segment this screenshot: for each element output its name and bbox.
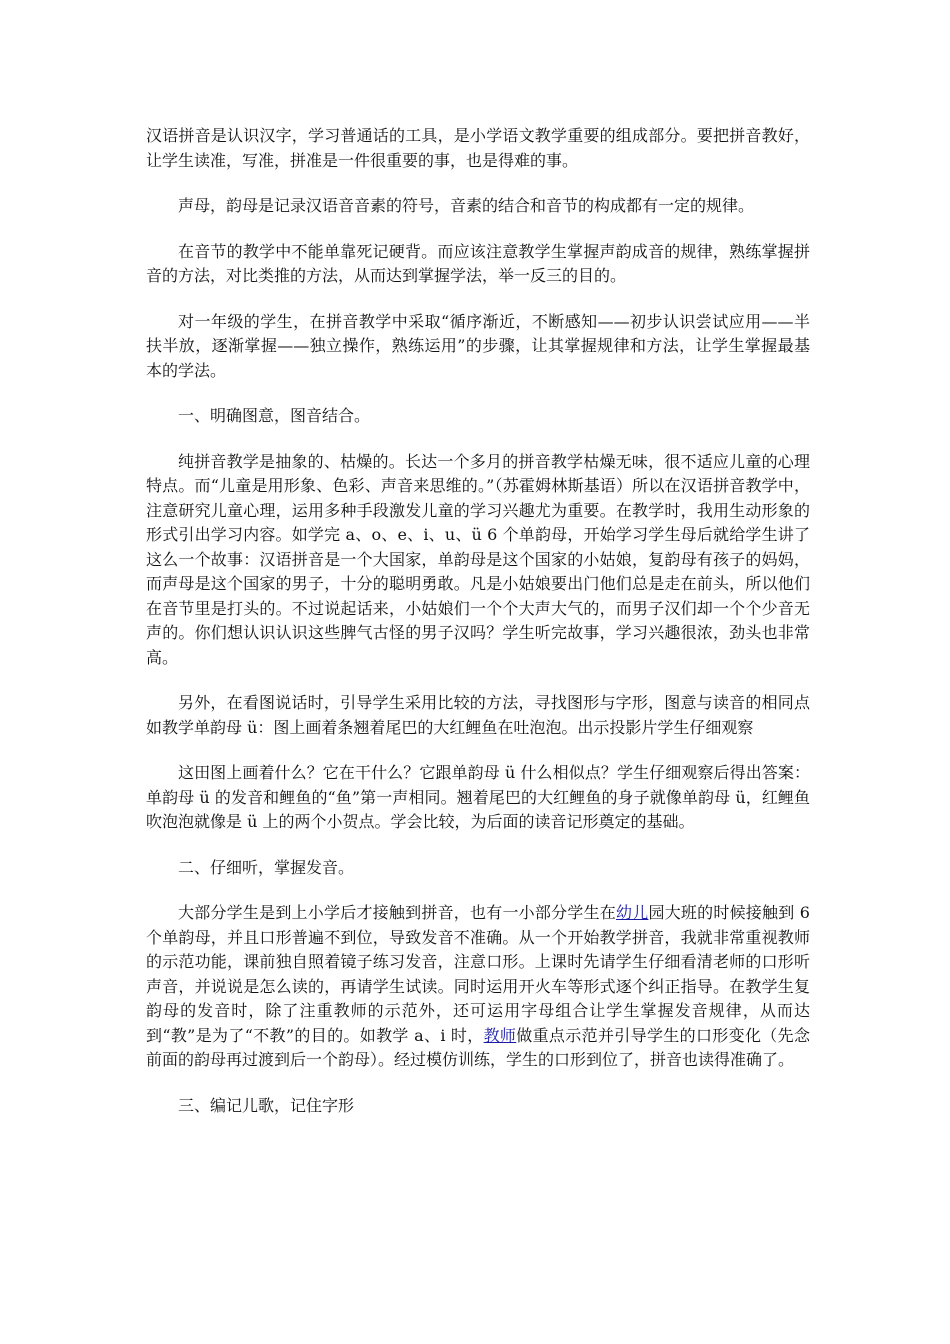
paragraph-comparison: 另外，在看图说话时，引导学生采用比较的方法，寻找图形与字形，图意与读音的相同点如教学单韵母 ü：图上画着条翘着尾巴的大红鲤鱼在吐泡泡。出示投影片学生仔细观察 bbox=[146, 693, 810, 737]
pronunciation-text-2: 园大班的时候接触到 6 个单韵母，并且口形普遍不到位，导致发音不准确。从一个开始教学拼音，我就非常重视教师的示范功能，课前独自照着镜子练习发音，注意口形。上课时先请学生仔细看清老师的口形听声音，并说说是怎么读的，再请学生试读。同时运用开火车等形式逐个纠正指导。在教学生复韵母的发音时，除了注重教师的示范外，还可运用字母组合让学生掌握发音规律，从而达到“教”是为了“不教”的目的。如教学 a、i 时， bbox=[146, 903, 810, 1045]
kindergarten-link[interactable]: 幼儿 bbox=[616, 903, 649, 922]
paragraph-first-grade: 对一年级的学生，在拼音教学中采取“循序渐近，不断感知——初步认识尝试应用——半扶半放，逐渐掌握——独立操作，熟练运用”的步骤，让其掌握规律和方法，让学生掌握最基本的学法。 bbox=[146, 311, 810, 380]
paragraph-intro: 汉语拼音是认识汉字，学习普通话的工具，是小学语文教学重要的组成部分。要把拼音教好，让学生读准，写准，拼准是一件很重要的事，也是得难的事。 bbox=[146, 126, 810, 170]
paragraph-shengmu-yunmu: 声母，韵母是记录汉语音音素的符号，音素的结合和音节的构成都有一定的规律。 bbox=[178, 196, 755, 215]
teacher-link[interactable]: 教师 bbox=[483, 1025, 517, 1045]
section-heading-2: 二、仔细听，掌握发音。 bbox=[178, 857, 355, 877]
document-body bbox=[146, 124, 810, 1139]
section-heading-3: 三、编记儿歌，记住字形 bbox=[178, 1095, 355, 1115]
pronunciation-text-3: 做重点示范并引导学生的口形变化（先念前面的韵母再过渡到后一个韵母）。经过模仿训练，学生的口形到位了，拼音也读得准确了。 bbox=[146, 1025, 810, 1069]
paragraph-carp-picture: 这田图上画着什么？它在干什么？它跟单韵母 ü 什么相似点？学生仔细观察后得出答案：单韵母 ü 的发音和鲤鱼的“鱼”第一声相同。翘着尾巴的大红鲤鱼的身子就像单韵母 ü，红鲤鱼吹泡泡就像是 ü 上的两个小贺点。学会比较，为后面的读音记形奠定的基础。 bbox=[146, 763, 810, 831]
pronunciation-text-1: 大部分学生是到上小学后才接触到拼音，也有一小部分学生在 bbox=[178, 903, 617, 922]
section-heading-1: 一、明确图意，图音结合。 bbox=[178, 406, 371, 425]
paragraph-syllable-teaching: 在音节的教学中不能单靠死记硬背。而应该注意教学生掌握声韵成音的规律，熟练掌握拼音的方法，对比类推的方法，从而达到掌握学法，举一反三的目的。 bbox=[146, 241, 810, 285]
paragraph-story: 纯拼音教学是抽象的、枯燥的。长达一个多月的拼音教学枯燥无味，很不适应儿童的心理特点。而“儿童是用形象、色彩、声音来思维的。”（苏霍姆林斯基语）所以在汉语拼音教学中，注意研究儿童心理，运用多种手段激发儿童的学习兴趣尤为重要。在教学时，我用生动形象的形式引出学习内容。如学完 a、o、e、i、u、ü 6 个单韵母，开始学习学生母后就给学生讲了这么一个故事：汉语拼音是一个大国家，单韵母是这个国家的小姑娘，复韵母有孩子的妈妈，而声母是这个国家的男子，十分的聪明勇敢。凡是小姑娘要出门他们总是走在前头，所以他们在音节里是打头的。不过说起话来，小姑娘们一个个大声大气的，而男子汉们却一个个少音无声的。你们想认识认识这些脾气古怪的男子汉吗？学生听完故事，学习兴趣很浓，劲头也非常高。 bbox=[146, 451, 810, 667]
paragraph-pronunciation bbox=[146, 901, 810, 1073]
